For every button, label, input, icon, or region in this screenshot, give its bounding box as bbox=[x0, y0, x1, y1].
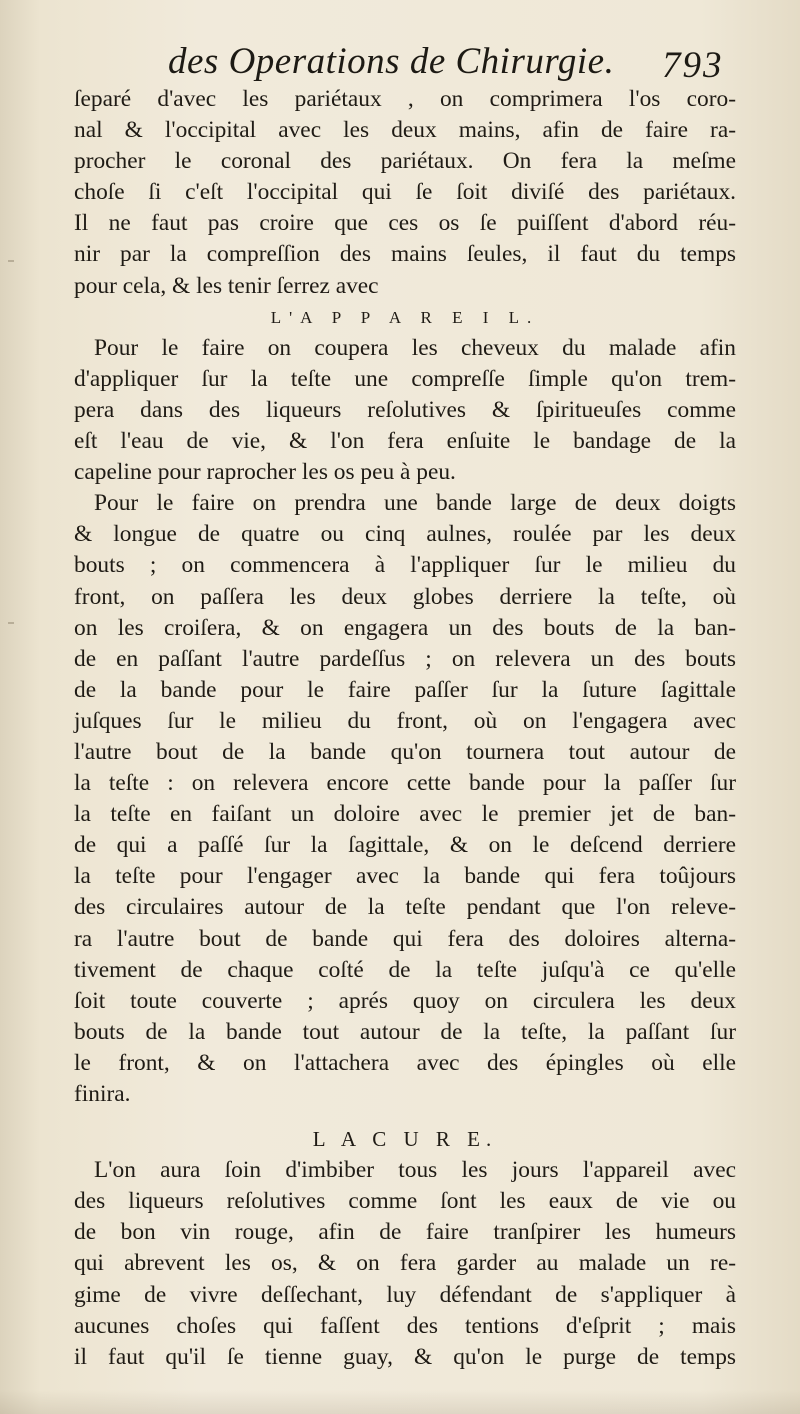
margin-mark bbox=[8, 260, 14, 262]
text-line: on les croiſera, & on engagera un des bouts de la ban- bbox=[74, 614, 736, 641]
text-line: choſe ſi c'eſt l'occipital qui ſe ſoit diviſé des pariétaux. bbox=[74, 179, 736, 206]
text-line: d'appliquer ſur la teſte une compreſſe ſimple qu'on trem- bbox=[74, 365, 736, 392]
text-line: finira. bbox=[74, 1081, 131, 1107]
text-line: des circulaires autour de la teſte pendant que l'on releve- bbox=[74, 894, 736, 921]
text-line: pera dans des liqueurs reſolutives & ſpiritueuſes comme bbox=[74, 396, 736, 423]
text-line: L'on aura ſoin d'imbiber tous les jours l'appareil avec bbox=[94, 1157, 736, 1184]
text-line: l'autre bout de la bande qu'on tournera tout autour de bbox=[74, 738, 736, 765]
text-line: front, on paſſera les deux globes derriere la teſte, où bbox=[74, 583, 736, 610]
text-line: qui abrevent les os, & on fera garder au malade un re- bbox=[74, 1250, 736, 1277]
text-line: Pour le faire on prendra une bande large de deux doigts bbox=[94, 490, 736, 517]
text-line: aucunes choſes qui faſſent des tentions d'eſprit ; mais bbox=[74, 1312, 736, 1339]
section-heading: L'A P P A R E I L. bbox=[270, 307, 540, 327]
running-title: des Operations de Chirurgie. bbox=[168, 41, 615, 82]
text-line: des liqueurs reſolutives comme ſont les eaux de vie ou bbox=[74, 1188, 736, 1215]
text-line: Il ne faut pas croire que ces os ſe puiſſent d'abord réu- bbox=[74, 210, 736, 237]
text-line: bouts ; on commencera à l'appliquer ſur le milieu du bbox=[74, 552, 736, 579]
text-line: de la bande pour le faire paſſer ſur la ſuture ſagittale bbox=[74, 676, 736, 703]
text-line: capeline pour raprocher les os peu à peu. bbox=[74, 459, 456, 486]
spacer bbox=[74, 1110, 736, 1124]
text-line: ſoit toute couverte ; aprés quoy on circulera les deux bbox=[74, 987, 736, 1014]
text-line: le front, & on l'attachera avec des épingles où elle bbox=[74, 1049, 736, 1076]
text-line: la teſte en faiſant un doloire avec le premier jet de ban- bbox=[74, 801, 736, 828]
text-line: eſt l'eau de vie, & l'on fera enſuite le bandage de la bbox=[74, 428, 736, 455]
page-bottom-edge bbox=[0, 1390, 800, 1414]
text-line: procher le coronal des pariétaux. On fera la meſme bbox=[74, 148, 736, 175]
page-number: 793 bbox=[662, 45, 724, 86]
text-line: gime de vivre deſſechant, luy défendant de s'appliquer à bbox=[74, 1281, 736, 1308]
text-line: tivement de chaque coſté de la teſte juſqu'à ce qu'elle bbox=[74, 956, 736, 983]
text-line: pour cela, & les tenir ſerrez avec bbox=[74, 272, 379, 299]
text-line: & longue de quatre ou cinq aulnes, roulée par les deux bbox=[74, 521, 736, 548]
body-text bbox=[74, 84, 736, 1373]
text-line: bouts de la bande tout autour de la teſte, la paſſant ſur bbox=[74, 1018, 736, 1045]
text-line: ra l'autre bout de bande qui fera des doloires alterna- bbox=[74, 925, 736, 952]
page-header bbox=[0, 30, 800, 90]
text-line: la teſte : on relevera encore cette bande pour la paſſer ſur bbox=[74, 770, 736, 797]
text-line: de bon vin rouge, afin de faire tranſpirer les humeurs bbox=[74, 1219, 736, 1246]
text-line: Pour le faire on coupera les cheveux du malade afin bbox=[94, 334, 736, 361]
text-line: nir par la compreſſion des mains ſeules, il faut du temps bbox=[74, 241, 736, 268]
text-line: juſques ſur le milieu du front, où on l'engagera avec bbox=[74, 707, 736, 734]
margin-mark bbox=[8, 622, 14, 624]
text-line: il faut qu'il ſe tienne guay, & qu'on le purge de temps bbox=[74, 1343, 736, 1370]
section-heading: L A C U R E. bbox=[312, 1127, 498, 1152]
text-line: ſeparé d'avec les pariétaux , on comprimera l'os coro- bbox=[74, 86, 736, 112]
text-line: nal & l'occipital avec les deux mains, afin de faire ra- bbox=[74, 117, 736, 144]
text-line: de qui a paſſé ſur la ſagittale, & on le deſcend derriere bbox=[74, 832, 736, 859]
text-line: de en paſſant l'autre pardeſſus ; on relevera un des bouts bbox=[74, 645, 736, 672]
text-line: la teſte pour l'engager avec la bande qui fera toûjours bbox=[74, 863, 736, 890]
